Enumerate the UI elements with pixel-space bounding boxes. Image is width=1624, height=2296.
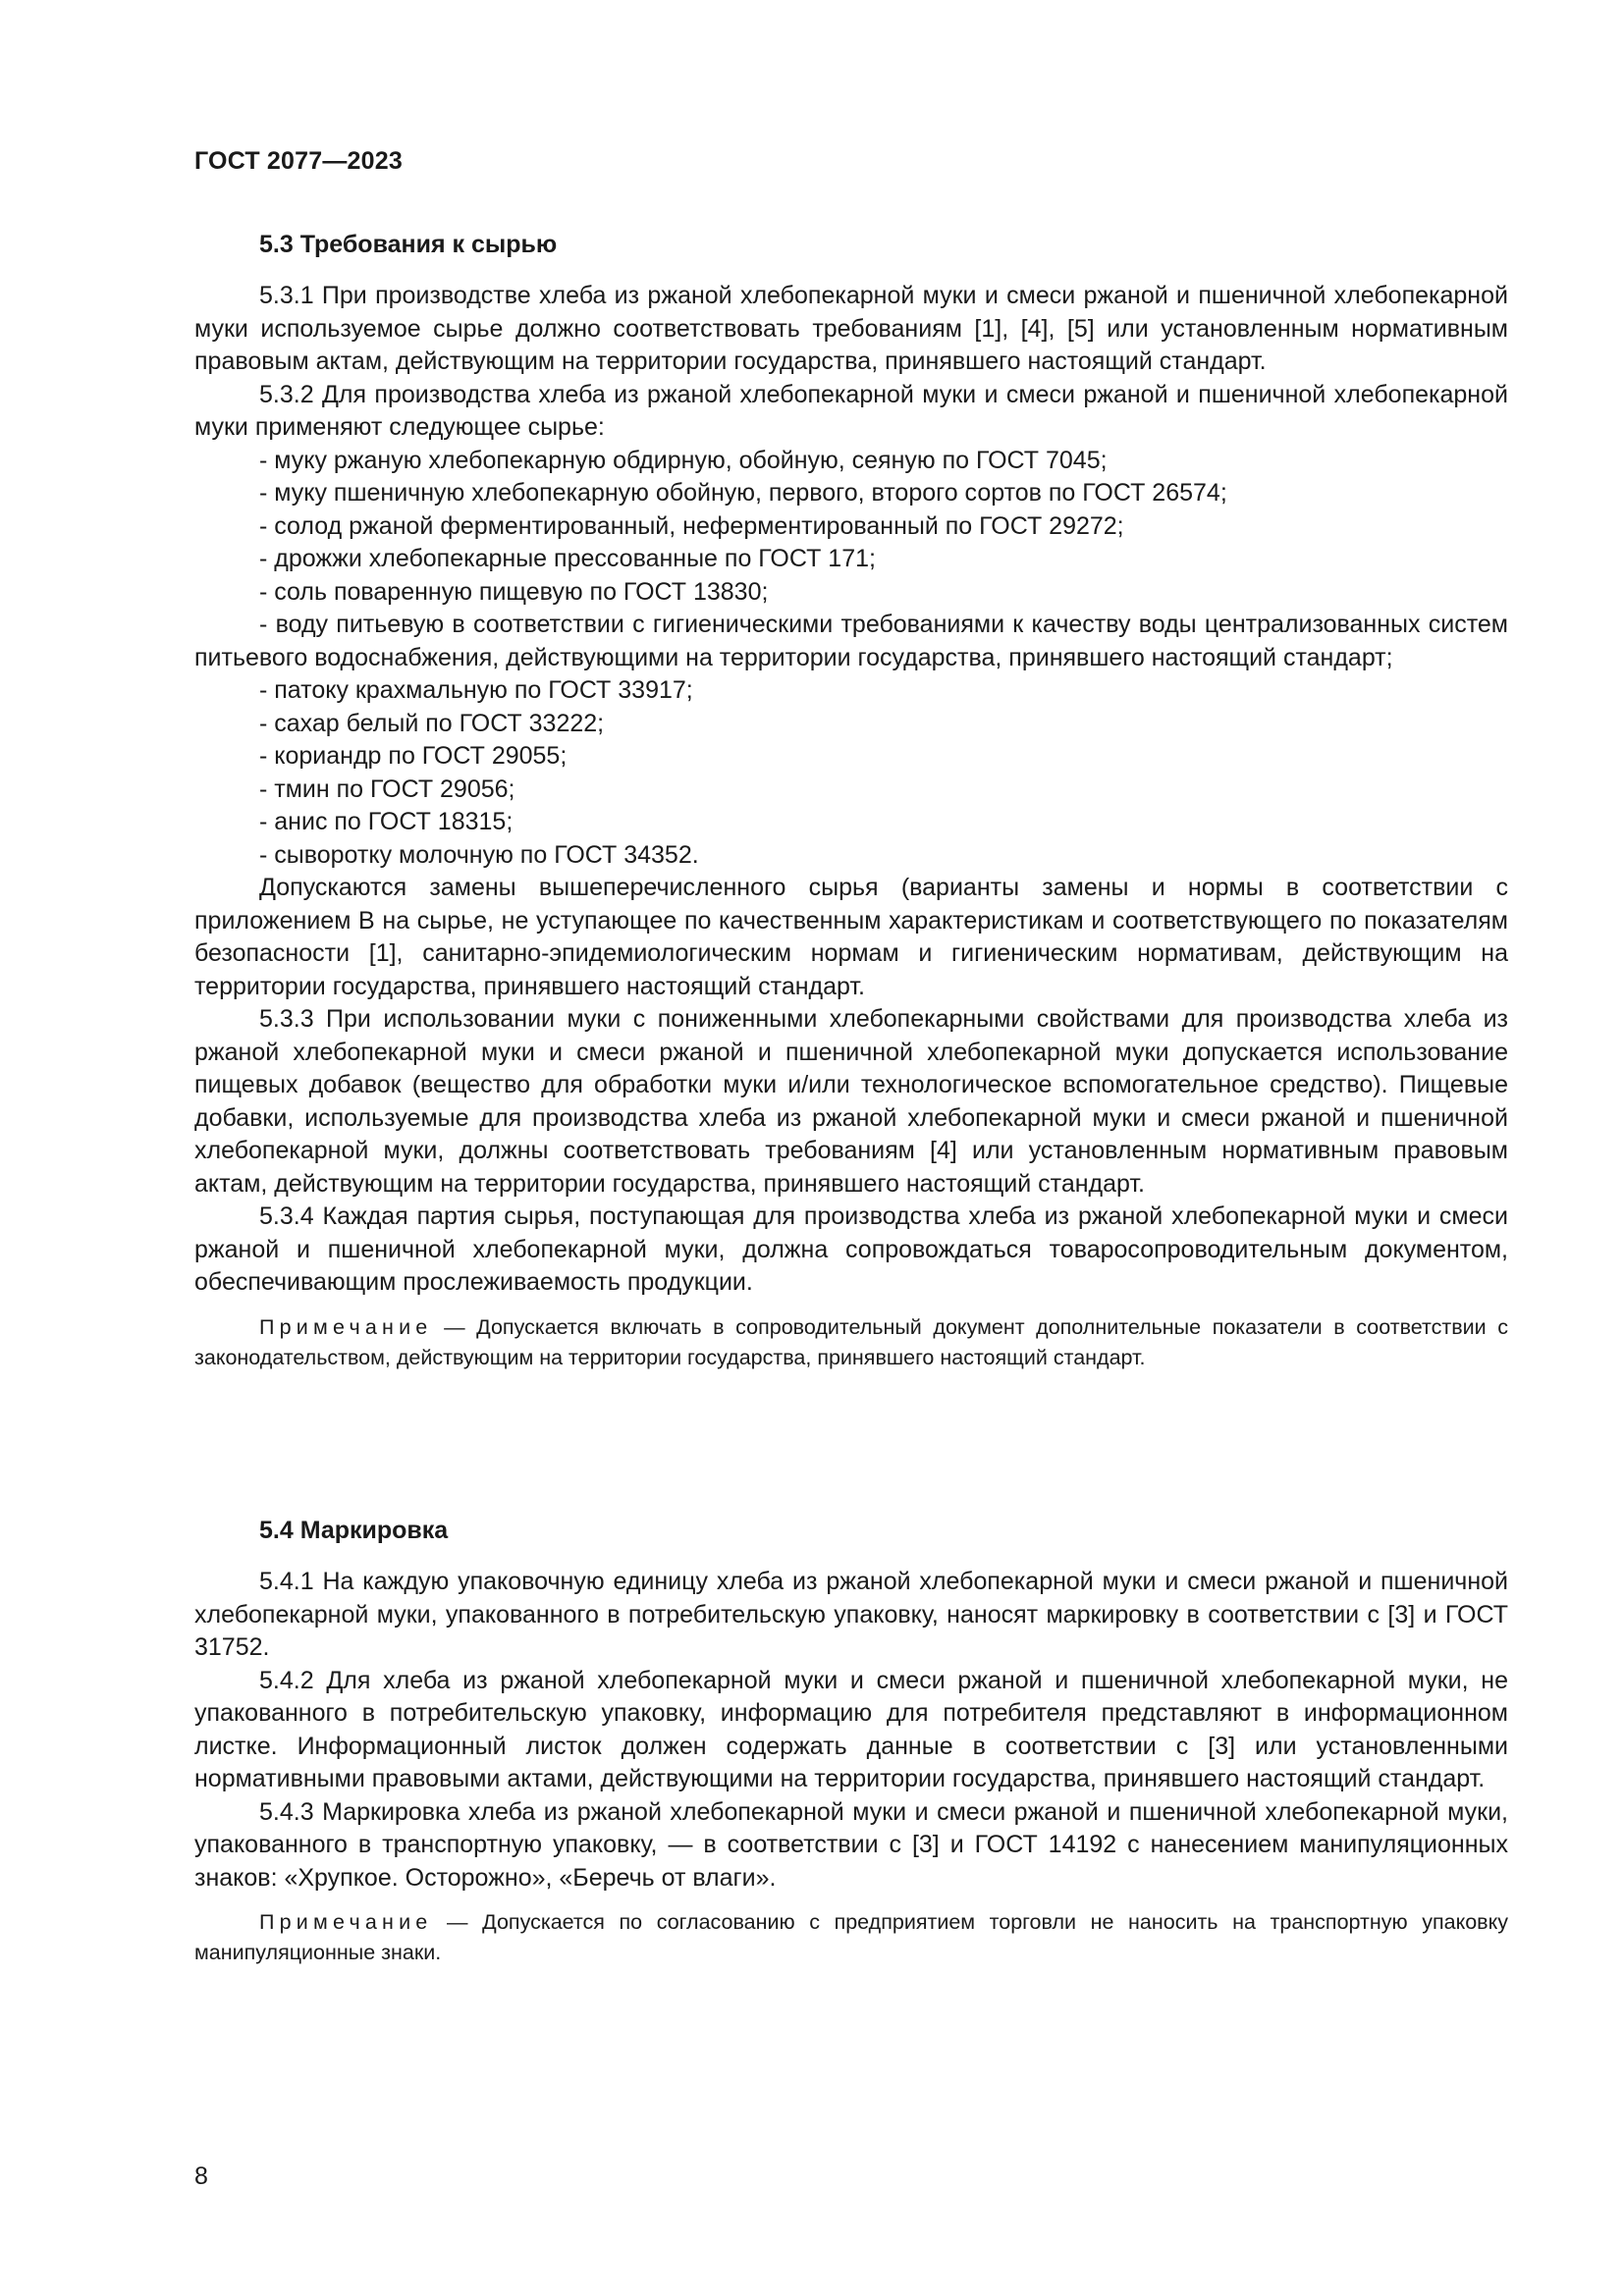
section-heading: 5.4 Маркировка <box>259 1517 449 1544</box>
paragraph-5-4-3: 5.4.3 Маркировка хлеба из ржаной хлебопекарной муки и смеси ржаной и пшеничной хлебопекарной муки, упакованного в транспортную упаковку, — в соответствии с [3] и ГОСТ 14192 с нанесением манипуляционных знаков: «Хрупкое. Осторожно», «Беречь от влаги». <box>194 1797 1508 1892</box>
list-item: - патоку крахмальную по ГОСТ 33917; <box>259 676 693 704</box>
list-item: - анис по ГОСТ 18315; <box>259 808 514 835</box>
note-5-3 <box>194 1312 1508 1373</box>
list-item: - воду питьевую в соответствии с гигиеническими требованиями к качеству воды централизованных систем питьевого водоснабжения, действующими на территории государства, принявшего настоящий стандарт; <box>194 611 1508 671</box>
list-item: - сыворотку молочную по ГОСТ 34352. <box>259 840 699 869</box>
list-item: - кориандр по ГОСТ 29055; <box>259 742 568 770</box>
list-item: - дрожжи хлебопекарные прессованные по ГОСТ 171; <box>259 545 876 572</box>
document-code-header: ГОСТ 2077—2023 <box>194 147 403 175</box>
list-item: - солод ржаной ферментированный, неферментированный по ГОСТ 29272; <box>259 511 1124 540</box>
paragraph-substitutions: Допускаются замены вышеперечисленного сырья (варианты замены и нормы в соответствии с приложением В на сырье, не уступающее по качественным характеристикам и соответствующего по показателям безопасности [1], санитарно-эпидемиологическим нормам и гигиеническим нормативам, действующим на территории государства, принявшего настоящий стандарт. <box>194 874 1508 1000</box>
paragraph-5-3-3: 5.3.3 При использовании муки с пониженными хлебопекарными свойствами для производства хлеба из ржаной хлебопекарной муки и смеси ржаной и пшеничной хлебопекарной муки допускается использование пищевых добавок (вещество для обработки муки и/или технологическое вспомогательное средство). Пищевые добавки, используемые для производства хлеба из ржаной хлебопекарной муки и смеси ржаной и пшеничной хлебопекарной муки, должны соответствовать требованиям [4] или установленным нормативным правовым актам, действующим на территории государства, принявшего настоящий стандарт. <box>194 1005 1508 1198</box>
paragraph-5-4-1: 5.4.1 На каждую упаковочную единицу хлеба из ржаной хлебопекарной муки и смеси ржаной и пшеничной хлебопекарной муки, упакованного в потребительскую упаковку, наносят маркировку в соответствии с [3] и ГОСТ 31752. <box>194 1568 1508 1661</box>
note-text: — Допускается включать в сопроводительный документ дополнительные показатели в соответствии с законодательством, действующим на территории государства, принявшего настоящий стандарт. <box>194 1314 1508 1369</box>
list-item: - тмин по ГОСТ 29056; <box>259 774 515 803</box>
section-5-3 <box>194 228 1508 1373</box>
paragraph-5-4-2: 5.4.2 Для хлеба из ржаной хлебопекарной муки и смеси ржаной и пшеничной хлебопекарной муки, не упакованного в потребительскую упаковку, информацию для потребителя представляют в информационном листке. Информационный листок должен содержать данные в соответствии с [3] или установленными нормативными правовыми актами, действующими на территории государства, принявшего настоящий стандарт. <box>194 1666 1508 1792</box>
paragraph-5-3-4: 5.3.4 Каждая партия сырья, поступающая для производства хлеба из ржаной хлебопекарной муки и смеси ржаной и пшеничной хлебопекарной муки, должна сопровождаться товаросопроводительным документом, обеспечивающим прослеживаемость продукции. <box>194 1202 1508 1296</box>
list-item: - муку пшеничную хлебопекарную обойную, первого, второго сортов по ГОСТ 26574; <box>259 479 1227 507</box>
section-heading: 5.3 Требования к сырью <box>259 231 558 258</box>
list-item: - муку ржаную хлебопекарную обдирную, обойную, сеяную по ГОСТ 7045; <box>259 446 1108 474</box>
list-item: - сахар белый по ГОСТ 33222; <box>259 709 605 737</box>
page-number: 8 <box>194 2163 208 2190</box>
note-5-4 <box>194 1907 1508 1968</box>
list-item: - соль поваренную пищевую по ГОСТ 13830; <box>259 577 769 606</box>
paragraph-5-3-1: 5.3.1 При производстве хлеба из ржаной хлебопекарной муки и смеси ржаной и пшеничной хлебопекарной муки используемое сырье должно соответствовать требованиям [1], [4], [5] или установленным нормативным правовым актам, действующим на территории государства, принявшего настоящий стандарт. <box>194 282 1508 375</box>
note-text: — Допускается по согласованию с предприятием торговли не наносить на транспортную упаковку манипуляционные знаки. <box>194 1910 1508 1964</box>
paragraph-5-3-2: 5.3.2 Для производства хлеба из ржаной хлебопекарной муки и смеси ржаной и пшеничной хлебопекарной муки применяют следующее сырье: <box>194 380 1508 441</box>
section-5-4 <box>194 1514 1508 1968</box>
note-label: Примечание <box>259 1314 433 1339</box>
note-label: Примечание <box>259 1910 433 1934</box>
